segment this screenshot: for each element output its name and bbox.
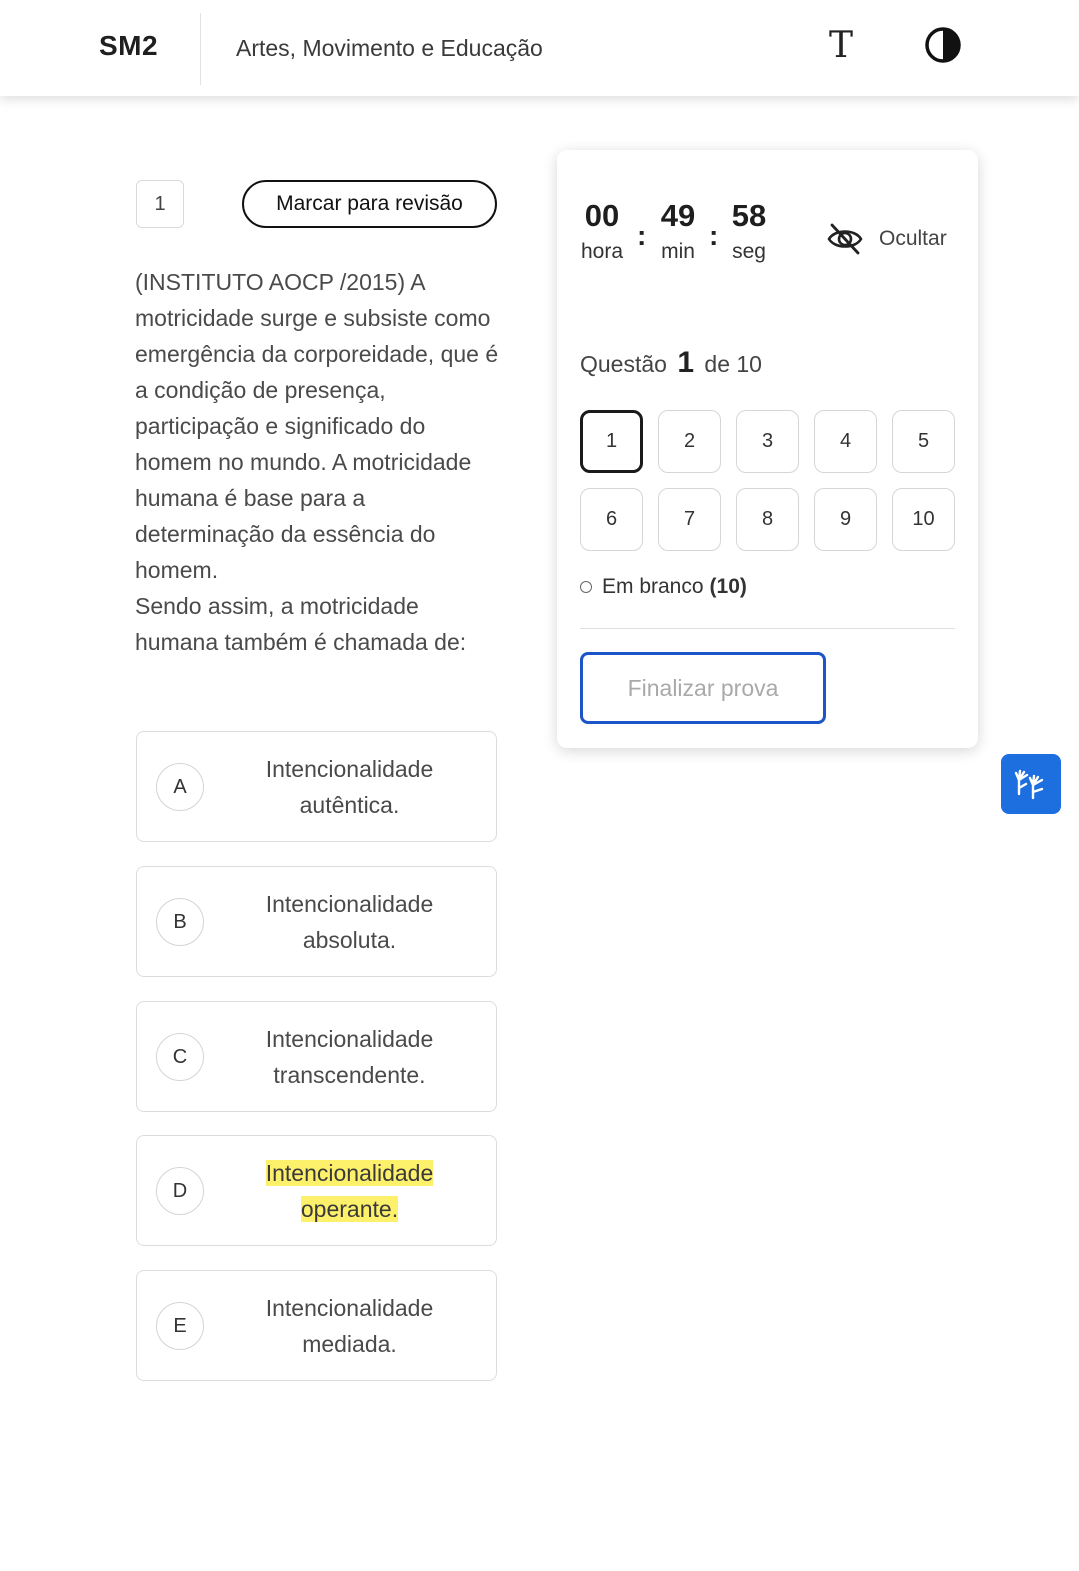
option-text-line: Intencionalidade: [265, 890, 434, 917]
progress-suffix: de 10: [704, 351, 762, 377]
option-b[interactable]: [136, 866, 497, 977]
question-progress: [580, 346, 762, 380]
question-nav-button[interactable]: 9: [814, 488, 877, 551]
question-nav-button[interactable]: 7: [658, 488, 721, 551]
option-text: [237, 1271, 462, 1380]
option-a[interactable]: [136, 731, 497, 842]
option-e[interactable]: [136, 1270, 497, 1381]
eye-off-icon: [825, 219, 865, 259]
finish-exam-button[interactable]: Finalizar prova: [580, 652, 826, 724]
blank-count: (10): [709, 575, 747, 598]
timer-minutes-label: min: [661, 240, 695, 263]
option-text: [237, 732, 462, 841]
blank-legend: [580, 575, 747, 599]
sign-language-hands-icon: [1011, 764, 1051, 804]
timer-seconds-value: 58: [731, 198, 767, 233]
option-text-line: absoluta.: [302, 926, 397, 953]
blank-label: Em branco: [602, 575, 704, 598]
question-number-badge: 1: [136, 180, 184, 228]
hide-timer-label: Ocultar: [879, 227, 947, 250]
statement-prompt: Sendo assim, a motricidade humana também é chamada de:: [135, 593, 467, 655]
option-text: [237, 1002, 462, 1111]
option-letter: A: [156, 763, 204, 811]
timer-hours-value: 00: [584, 198, 620, 233]
option-text-line: transcendente.: [273, 1061, 426, 1088]
option-letter: C: [156, 1033, 204, 1081]
option-letter: B: [156, 898, 204, 946]
timer-minutes: [655, 198, 701, 264]
question-nav-button[interactable]: 1: [580, 410, 643, 473]
exam-panel: [557, 150, 978, 748]
panel-divider: [580, 628, 955, 629]
statement-paragraph: (INSTITUTO AOCP /2015) A motricidade surge e subsiste como emergência da corporeidade, que é a condição de presença, participação e significado do homem no mundo. A motricidade humana é base para a determinação da essência do homem.: [135, 269, 499, 583]
hide-timer-button[interactable]: [825, 216, 965, 262]
timer-hours-label: hora: [580, 240, 624, 263]
brand-logo[interactable]: SM2: [99, 30, 159, 61]
question-nav-button[interactable]: 10: [892, 488, 955, 551]
option-text-line: operante.: [300, 1195, 399, 1222]
mark-for-review-button[interactable]: Marcar para revisão: [242, 180, 497, 228]
option-c[interactable]: [136, 1001, 497, 1112]
timer-minutes-value: 49: [660, 198, 696, 233]
header-divider: [200, 13, 201, 85]
option-text-line: Intencionalidade: [265, 1025, 434, 1052]
question-nav-button[interactable]: 4: [814, 410, 877, 473]
question-nav-button[interactable]: 3: [736, 410, 799, 473]
option-text-line: autêntica.: [299, 791, 400, 818]
option-text-line: mediada.: [302, 1330, 397, 1357]
option-letter: D: [156, 1167, 204, 1215]
option-text-line: Intencionalidade: [265, 1159, 434, 1186]
question-nav-button[interactable]: 2: [658, 410, 721, 473]
progress-current: 1: [677, 346, 695, 379]
timer-seconds: [727, 198, 771, 264]
option-d[interactable]: [136, 1135, 497, 1246]
option-text-line: Intencionalidade: [265, 755, 434, 782]
option-text-highlighted: [237, 1136, 462, 1245]
contrast-icon: [922, 24, 964, 66]
timer-separator: :: [637, 220, 647, 251]
question-nav-button[interactable]: 6: [580, 488, 643, 551]
course-title: Artes, Movimento e Educação: [236, 35, 543, 61]
contrast-button[interactable]: [922, 24, 964, 66]
option-text-line: Intencionalidade: [265, 1294, 434, 1321]
option-letter: E: [156, 1302, 204, 1350]
question-statement: [135, 264, 505, 660]
top-header: [0, 0, 1079, 96]
timer-hours: [579, 198, 625, 264]
progress-prefix: Questão: [580, 351, 667, 377]
question-nav-button[interactable]: 5: [892, 410, 955, 473]
blank-dot-icon: [580, 581, 592, 593]
countdown-timer: [579, 198, 809, 288]
timer-separator: :: [709, 220, 719, 251]
question-nav-button[interactable]: 8: [736, 488, 799, 551]
text-size-icon: T: [828, 24, 853, 66]
text-size-button[interactable]: [820, 22, 862, 68]
sign-language-button[interactable]: [1001, 754, 1061, 814]
option-text: [237, 867, 462, 976]
timer-seconds-label: seg: [732, 240, 766, 263]
